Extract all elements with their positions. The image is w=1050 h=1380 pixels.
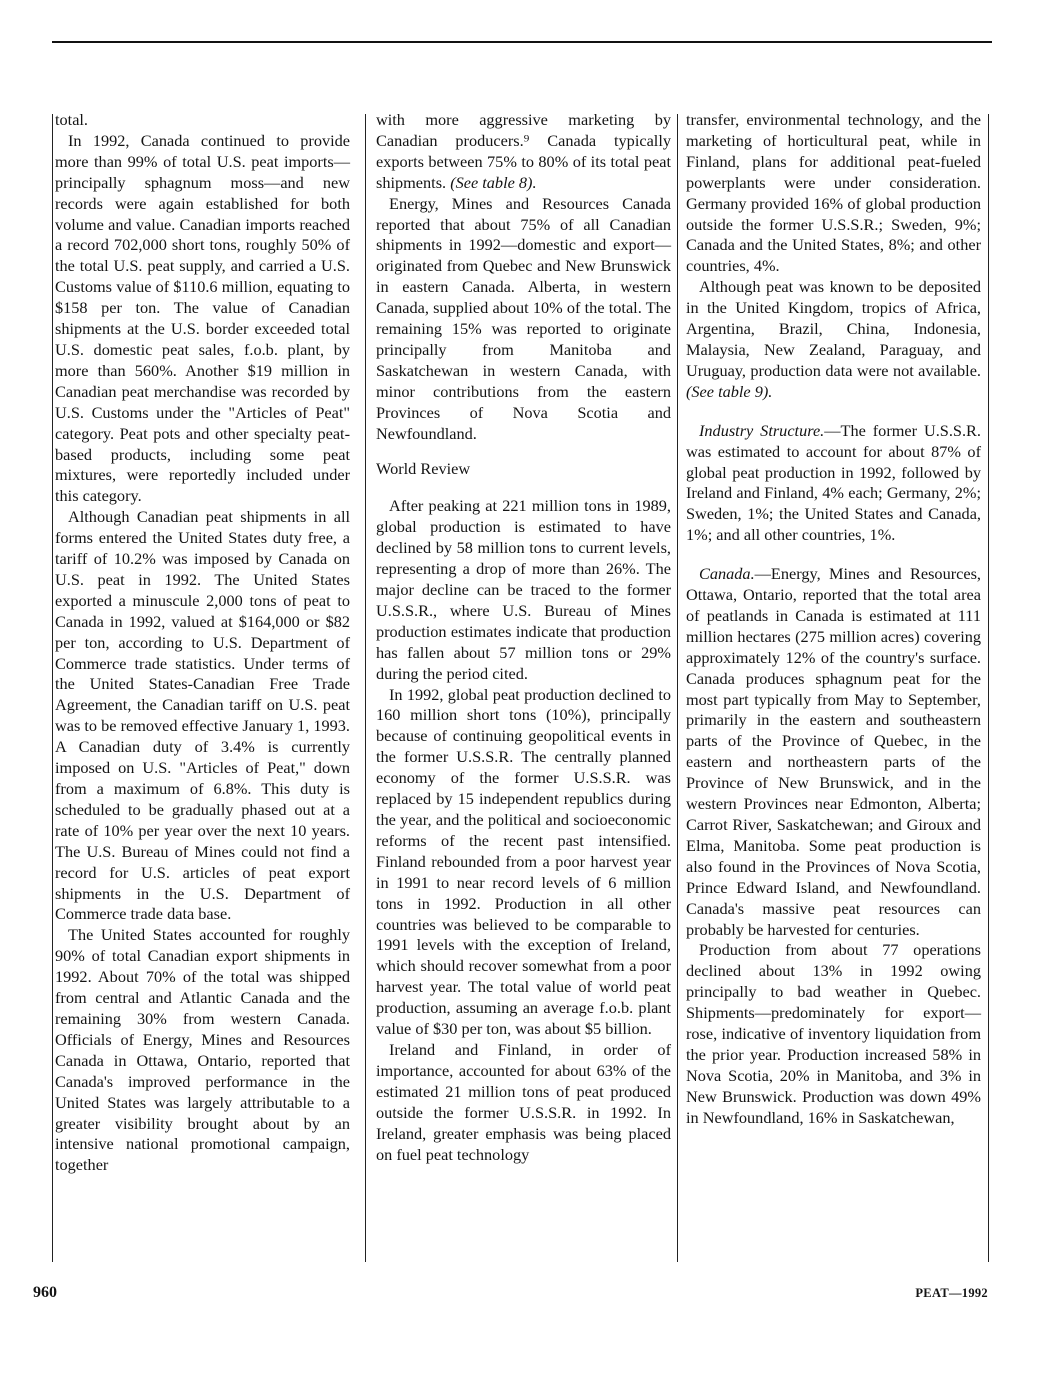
section-spacer <box>686 403 981 421</box>
paragraph: total. <box>55 110 89 129</box>
run-in-heading: Industry Structure. <box>699 420 825 440</box>
paragraph <box>686 277 981 402</box>
column-rule-4 <box>988 114 989 1262</box>
column-rule-3 <box>677 114 678 1262</box>
text-column-3 <box>686 110 981 1129</box>
paragraph-text: —The former U.S.S.R. was estimated to account for about 87% of global peat production in 1992, followed by Ireland and Finland, 4% each; Germany, 2%; Sweden, 1%; the United States and Canada, 1%; and all other countries, 1%. <box>686 420 981 545</box>
text-column-1 <box>55 110 350 1176</box>
paragraph: In 1992, global peat production declined to 160 million short tons (10%), principally because of continuing geopolitical events in the former U.S.S.R. The centrally planned economy of the former U.S.S.R. was replaced by 15 independent republics during the year, and the political and socioeconomic reforms of the recent past intensified. Finland rebounded from a poor harvest year in 1991 to near record levels of 6 million tons in 1992. Production in all other countries was believed to be comparable to 1991 levels with the exception of Ireland, which should recover somewhat from a poor harvest year. The total value of world peat production, assuming an average f.o.b. plant value of $30 per ton, was about $5 billion. <box>376 684 671 1039</box>
section-title: World Review <box>376 458 471 478</box>
section-heading <box>376 459 671 480</box>
paragraph: In 1992, Canada continued to provide more than 99% of total U.S. peat imports—principally sphagnum moss—and new records were again established for both volume and value. Canadian imports reached a record 702,000 short tons, roughly 50% of the total U.S. peat supply, and carried a U.S. Customs value of $110.6 million, equating to $158 per ton. The value of Canadian shipments at the U.S. border exceeded total U.S. domestic peat sales, f.o.b. plant, by more than 560%. Another $19 million in Canadian peat merchandise was recorded by U.S. Customs under the "Articles of Peat" category. Peat pots and other specialty peat-based products, including some peat mixtures, were reportedly included under this category. <box>55 130 350 506</box>
paragraph <box>376 110 671 194</box>
paragraph: Although Canadian peat shipments in all forms entered the United States duty free, a tariff of 10.2% was imposed by Canada on U.S. peat in 1992. The United States exported a minuscule 2,000 tons of peat to Canada in 1992, valued at $164,000 or $82 per ton, according to U.S. Department of Commerce trade statistics. Under terms of the United States-Canadian Free Trade Agreement, the Canadian tariff on U.S. peat was to be removed effective January 1, 1993. A Canadian duty of 3.4% is currently imposed on U.S. "Articles of Peat," down from a maximum of 6.8%. This duty is scheduled to be gradually phased out at a rate of 10% per year over the next 10 years. The U.S. Bureau of Mines could not find a record for U.S. articles of peat export shipments in the U.S. Department of Commerce trade data base. <box>55 507 350 924</box>
run-in-heading: Canada. <box>699 564 755 584</box>
paragraph <box>686 564 981 940</box>
text-column-2 <box>376 110 671 1165</box>
table-reference: (See table 9). <box>686 381 773 401</box>
paragraph: transfer, environmental technology, and the marketing of horticultural peat, while in Finland, plans for additional peat-fueled powerplants were under consideration. Germany provided 16% of global production outside the former U.S.S.R.; Sweden, 9%; Canada and the United States, 8%; and other countries, 4%. <box>686 110 981 276</box>
column-rule-1 <box>52 114 53 1262</box>
paragraph-text: with more aggressive marketing by Canadian producers.⁹ Canada typically exports between 75% to 80% of its total peat shipments. <box>376 110 671 192</box>
paragraph: The United States accounted for roughly 90% of total Canadian export shipments in 1992. About 70% of the total was shipped from central and Atlantic Canada and the remaining 30% from western Canada. Officials of Energy, Mines and Resources Canada in Ottawa, Ontario, reported that Canada's improved performance in the United States was largely attributable to a greater visibility brought about by an intensive national promotional campaign, together <box>55 925 350 1175</box>
column-rule-2 <box>365 114 366 1262</box>
paragraph: After peaking at 221 million tons in 1989, global production is estimated to have declined by 58 million tons to current levels, representing a drop of more than 26%. The major decline can be traced to the former U.S.S.R., where U.S. Bureau of Mines production estimates indicate that production has fallen about 57 million tons or 29% during the period cited. <box>376 496 671 683</box>
top-rule <box>52 41 992 43</box>
table-reference: (See table 8). <box>450 172 537 192</box>
paragraph: Production from about 77 operations declined about 13% in 1992 owing principally to bad weather in Quebec. Shipments—predominately for export—rose, indicative of inventory liquidation from the prior year. Production increased 58% in Nova Scotia, 20% in Manitoba, and 3% in New Brunswick. Production was down 49% in Newfoundland, 16% in Saskatchewan, <box>686 940 981 1127</box>
paragraph: Ireland and Finland, in order of importance, accounted for about 63% of the estimated 21 million tons of peat produced outside the former U.S.S.R. in 1992. In Ireland, greater emphasis was being placed on fuel peat technology <box>376 1039 671 1164</box>
paragraph-text: —Energy, Mines and Resources, Ottawa, Ontario, reported that the total area of peatlands in Canada is estimated at 111 million hectares (275 million acres) covering approximately 12% of the country's surface. Canada produces sphagnum peat for the most part typically from May to September, primarily in the eastern and southeastern parts of the Province of Quebec, in the eastern and northeastern parts of the Province of New Brunswick, and in the western Provinces near Edmonton, Alberta; Carrot River, Saskatchewan; and Giroux and Elma, Manitoba. Some peat production is also found in the Provinces of Nova Scotia, Prince Edward Island, and Newfoundland. Canada's massive peat resources can probably be harvested for centuries. <box>686 564 981 939</box>
paragraph <box>686 421 981 546</box>
paragraph-text: Although peat was known to be deposited in the United Kingdom, tropics of Africa, Argentina, Brazil, China, Indonesia, Malaysia, New Zealand, Paraguay, and Uruguay, production data were not available. <box>686 277 981 380</box>
page-number: 960 <box>33 1284 57 1301</box>
running-title: PEAT—1992 <box>915 1286 988 1300</box>
section-spacer <box>686 546 981 564</box>
paragraph: Energy, Mines and Resources Canada reported that about 75% of all Canadian shipments in 1992—domestic and export—originated from Quebec and New Brunswick in eastern Canada. Alberta, in western Canada, supplied about 10% of the total. The remaining 15% was reported to originate principally from Manitoba and Saskatchewan in western Canada, with minor contributions from the eastern Provinces of Nova Scotia and Newfoundland. <box>376 193 671 443</box>
